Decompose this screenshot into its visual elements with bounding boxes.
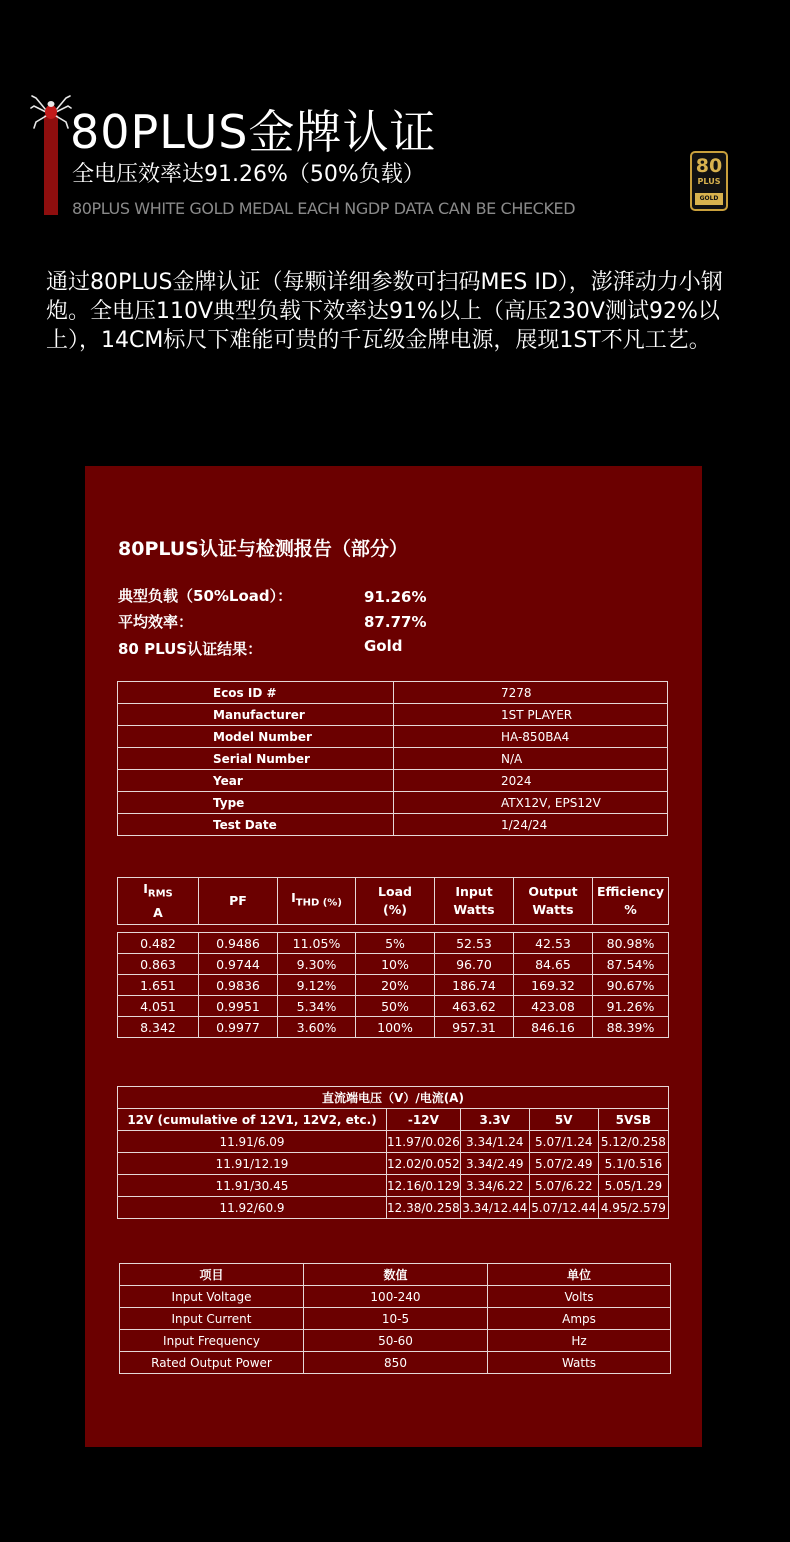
table-cell: 4.051 <box>118 996 199 1017</box>
table-cell: 0.9977 <box>199 1017 278 1038</box>
table-cell: 12.38/0.258 <box>387 1197 461 1219</box>
table-row <box>118 792 668 814</box>
table-cell: 957.31 <box>435 1017 514 1038</box>
table-cell: 3.34/6.22 <box>460 1175 529 1197</box>
info-value: N/A <box>394 748 668 770</box>
table-cell: 5.07/1.24 <box>529 1131 598 1153</box>
table-cell: 50% <box>356 996 435 1017</box>
info-key: Manufacturer <box>118 704 394 726</box>
table-row <box>118 682 668 704</box>
table-row <box>120 1330 671 1352</box>
table-row <box>118 1197 669 1219</box>
table-cell: 11.92/60.9 <box>118 1197 387 1219</box>
table-cell: Hz <box>488 1330 671 1352</box>
summary-label: 典型负载（50%Load）： <box>118 587 293 605</box>
col-header: 项目 <box>120 1264 304 1286</box>
table-cell: 11.05% <box>278 933 356 954</box>
table-cell: 100-240 <box>304 1286 488 1308</box>
product-info-table <box>117 681 668 836</box>
page-title: 80PLUS金牌认证 <box>70 105 437 159</box>
table-cell: 0.9486 <box>199 933 278 954</box>
table-cell: 4.95/2.579 <box>598 1197 668 1219</box>
table-cell: 9.12% <box>278 975 356 996</box>
intro-paragraph: 通过80PLUS金牌认证（每颗详细参数可扫码MES ID），澎湃动力小钢炮。全电压110V典型负载下效率达91%以上（高压230V测试92%以上），14CM标尺下难能可贵的千瓦级金牌电源，展现1ST不凡工艺。 <box>46 270 723 353</box>
info-key: Ecos ID # <box>118 682 394 704</box>
table-cell: 5.1/0.516 <box>598 1153 668 1175</box>
table-row <box>118 726 668 748</box>
table-row <box>118 814 668 836</box>
col-header: 12V (cumulative of 12V1, 12V2, etc.) <box>118 1109 387 1131</box>
table-cell: 423.08 <box>514 996 593 1017</box>
efficiency-table <box>117 932 669 1038</box>
table-cell: 12.02/0.052 <box>387 1153 461 1175</box>
table-cell: Input Voltage <box>120 1286 304 1308</box>
table-cell: 5.34% <box>278 996 356 1017</box>
table-cell: 850 <box>304 1352 488 1374</box>
summary-label: 平均效率： <box>118 613 194 631</box>
table-row <box>120 1352 671 1374</box>
info-value: HA-850BA4 <box>394 726 668 748</box>
table-cell: 5.07/6.22 <box>529 1175 598 1197</box>
table-row <box>118 1153 669 1175</box>
efficiency-header-table <box>117 877 669 925</box>
table-cell: 463.62 <box>435 996 514 1017</box>
table-cell: 11.91/30.45 <box>118 1175 387 1197</box>
table-cell: Amps <box>488 1308 671 1330</box>
info-value: 2024 <box>394 770 668 792</box>
table-cell: 5.05/1.29 <box>598 1175 668 1197</box>
col-header: 5V <box>529 1109 598 1131</box>
table-cell: 0.482 <box>118 933 199 954</box>
info-key: Type <box>118 792 394 814</box>
table-row <box>120 1286 671 1308</box>
table-header-row <box>118 878 669 925</box>
table-cell: 84.65 <box>514 954 593 975</box>
info-key: Year <box>118 770 394 792</box>
info-value: 1ST PLAYER <box>394 704 668 726</box>
table-cell: 186.74 <box>435 975 514 996</box>
table-cell: 5.07/2.49 <box>529 1153 598 1175</box>
spider-logo-icon <box>30 92 72 132</box>
table-cell: 8.342 <box>118 1017 199 1038</box>
badge-plus: PLUS <box>697 177 721 186</box>
col-header: -12V <box>387 1109 461 1131</box>
table-header-row <box>120 1264 671 1286</box>
table-cell: Watts <box>488 1352 671 1374</box>
info-value: ATX12V, EPS12V <box>394 792 668 814</box>
table-row <box>118 1131 669 1153</box>
table-row <box>118 1175 669 1197</box>
table-cell: 90.67% <box>593 975 669 996</box>
table-cell: 9.30% <box>278 954 356 975</box>
table-cell: 12.16/0.129 <box>387 1175 461 1197</box>
report-title: 80PLUS认证与检测报告（部分） <box>118 538 408 560</box>
dc-output-table <box>117 1086 669 1219</box>
col-header-pf: PF <box>199 878 278 925</box>
summary-value: Gold <box>364 637 403 655</box>
table-cell: 5% <box>356 933 435 954</box>
table-cell: 91.26% <box>593 996 669 1017</box>
page-subtitle: 全电压效率达91.26%（50%负载） <box>72 162 425 187</box>
80plus-gold-badge <box>690 151 728 211</box>
table-cell: 0.9744 <box>199 954 278 975</box>
table-cell: 5.12/0.258 <box>598 1131 668 1153</box>
table-cell: 3.34/2.49 <box>460 1153 529 1175</box>
info-key: Serial Number <box>118 748 394 770</box>
table-title-row <box>118 1087 669 1109</box>
badge-grade: GOLD <box>695 193 723 205</box>
table-cell: 52.53 <box>435 933 514 954</box>
table-cell: 88.39% <box>593 1017 669 1038</box>
table-cell: 10-5 <box>304 1308 488 1330</box>
col-header: 3.3V <box>460 1109 529 1131</box>
summary-value: 87.77% <box>364 613 427 631</box>
table-row <box>118 770 668 792</box>
badge-number: 80 <box>695 155 723 177</box>
table-cell: 50-60 <box>304 1330 488 1352</box>
col-header: 数值 <box>304 1264 488 1286</box>
table-row <box>118 1017 669 1038</box>
info-value: 1/24/24 <box>394 814 668 836</box>
input-spec-table <box>119 1263 671 1374</box>
table-row <box>118 933 669 954</box>
table-cell: Input Current <box>120 1308 304 1330</box>
table-cell: 87.54% <box>593 954 669 975</box>
col-header-load: Load (%) <box>356 878 435 925</box>
col-header-input-watts: Input Watts <box>435 878 514 925</box>
col-header-ithd: $I_{THD (\%)}$ <box>278 878 356 925</box>
table-cell: 96.70 <box>435 954 514 975</box>
info-key: Model Number <box>118 726 394 748</box>
table-cell: 11.97/0.026 <box>387 1131 461 1153</box>
table-cell: 100% <box>356 1017 435 1038</box>
info-value: 7278 <box>394 682 668 704</box>
table-row <box>118 954 669 975</box>
table-cell: 3.34/1.24 <box>460 1131 529 1153</box>
table-cell: 80.98% <box>593 933 669 954</box>
table-cell: 42.53 <box>514 933 593 954</box>
table-cell: 10% <box>356 954 435 975</box>
table-header-row <box>118 1109 669 1131</box>
table-cell: 11.91/6.09 <box>118 1131 387 1153</box>
table-cell: 5.07/12.44 <box>529 1197 598 1219</box>
table-cell: 20% <box>356 975 435 996</box>
table-cell: 0.863 <box>118 954 199 975</box>
col-header: 5VSB <box>598 1109 668 1131</box>
table-cell: 0.9951 <box>199 996 278 1017</box>
summary-label: 80 PLUS认证结果： <box>118 640 263 658</box>
col-header-output-watts: Output Watts <box>514 878 593 925</box>
table-cell: 3.60% <box>278 1017 356 1038</box>
table-cell: 3.34/12.44 <box>460 1197 529 1219</box>
table-row <box>118 996 669 1017</box>
table-cell: 11.91/12.19 <box>118 1153 387 1175</box>
dc-table-title: 直流端电压（V）/电流(A) <box>118 1087 669 1109</box>
summary-value: 91.26% <box>364 588 427 606</box>
english-subtitle: 80PLUS WHITE GOLD MEDAL EACH NGDP DATA CAN BE CHECKED <box>72 199 576 218</box>
col-header: 单位 <box>488 1264 671 1286</box>
col-header-efficiency: Efficiency % <box>593 878 669 925</box>
table-row <box>118 748 668 770</box>
table-row <box>118 704 668 726</box>
table-row <box>118 975 669 996</box>
col-header-irms: $I_{RMS}$ A <box>118 878 199 925</box>
table-cell: 169.32 <box>514 975 593 996</box>
table-cell: Rated Output Power <box>120 1352 304 1374</box>
table-cell: Input Frequency <box>120 1330 304 1352</box>
table-cell: Volts <box>488 1286 671 1308</box>
table-row <box>120 1308 671 1330</box>
table-cell: 846.16 <box>514 1017 593 1038</box>
info-key: Test Date <box>118 814 394 836</box>
table-cell: 0.9836 <box>199 975 278 996</box>
table-cell: 1.651 <box>118 975 199 996</box>
